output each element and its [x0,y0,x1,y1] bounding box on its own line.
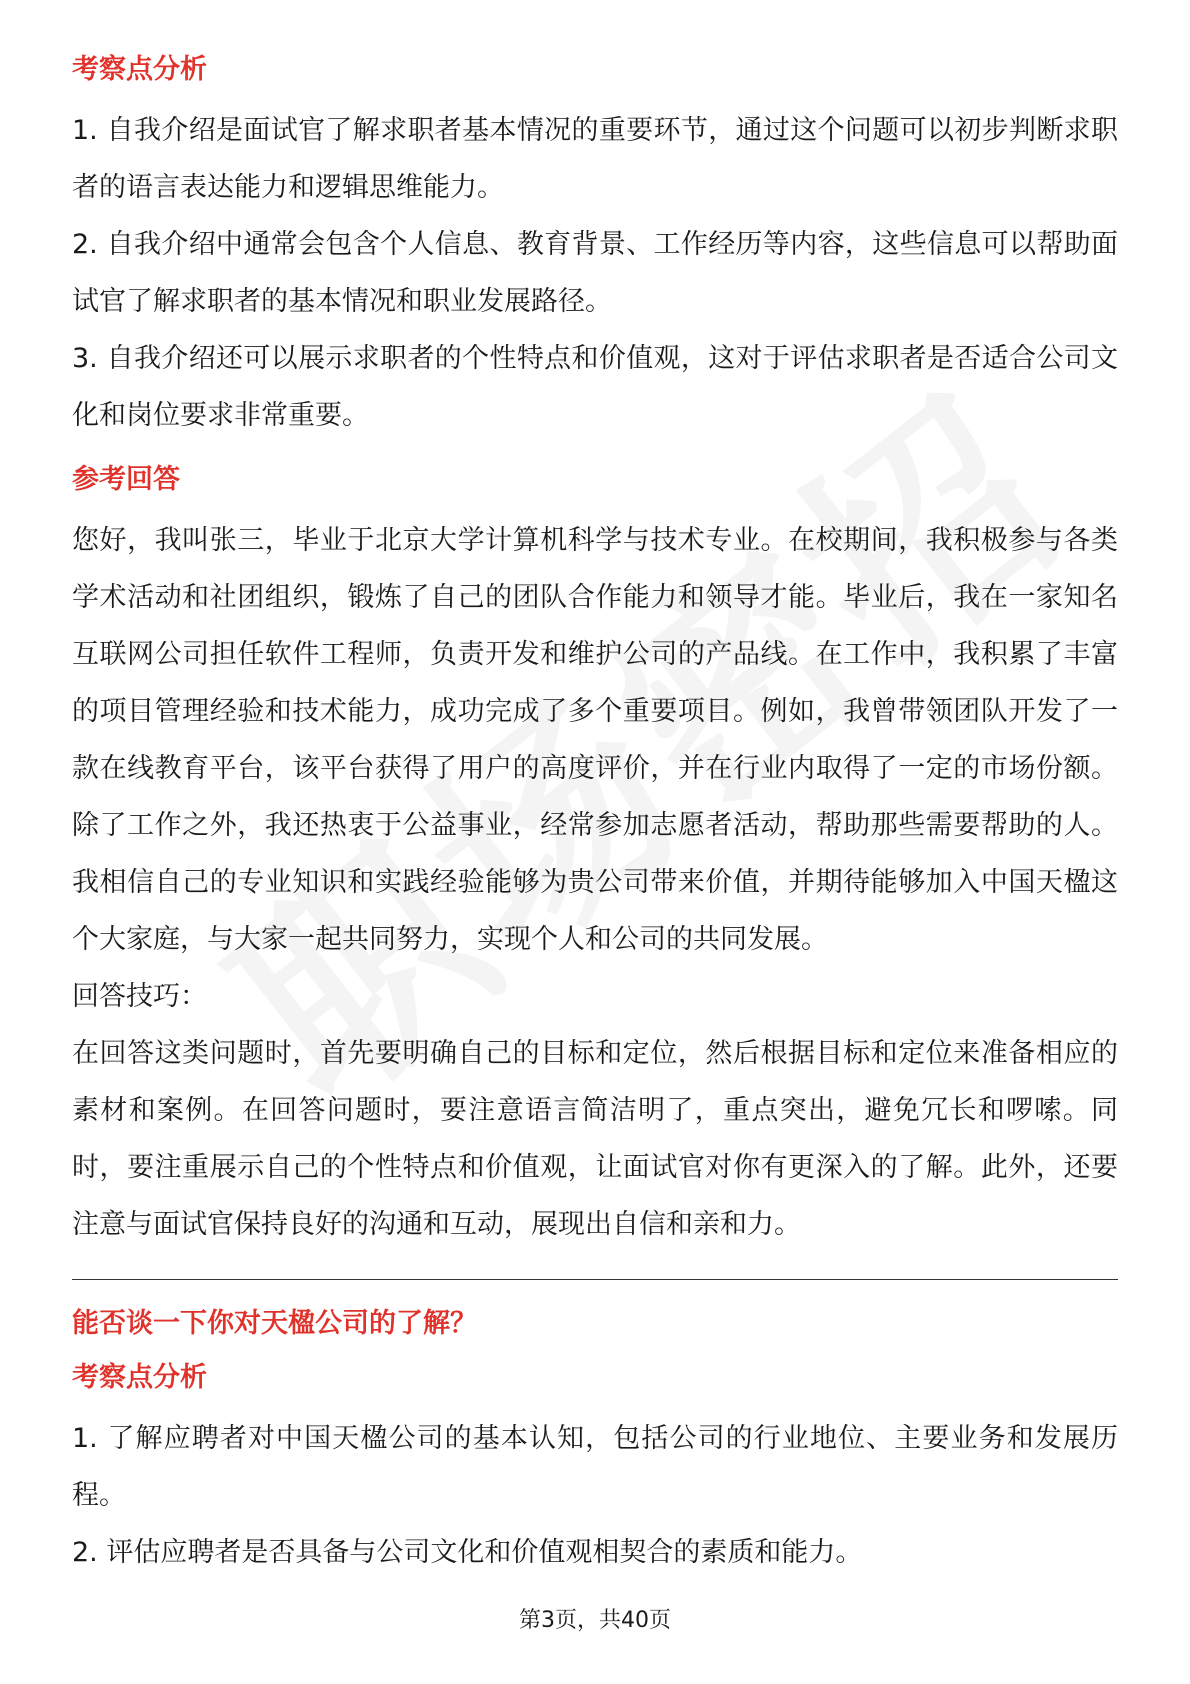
tips-text: 在回答这类问题时，首先要明确自己的目标和定位，然后根据目标和定位来准备相应的素材和案例。在回答问题时，要注意语言简洁明了，重点突出，避免冗长和啰嗦。同时，要注重展示自己的个性特点和价值观，让面试官对你有更深入的了解。此外，还要注意与面试官保持良好的沟通和互动，展现出自信和亲和力。 [72,1038,1118,1240]
page-indicator: 第3页，共40页 [519,1608,671,1633]
interview-question: 能否谈一下你对天楹公司的了解？ [72,1308,477,1339]
reference-answer: 您好，我叫张三，毕业于北京大学计算机科学与技术专业。在校期间，我积极参与各类学术活动和社团组织，锻炼了自己的团队合作能力和领导才能。毕业后，我在一家知名互联网公司担任软件工程师，负责开发和维护公司的产品线。在工作中，我积累了丰富的项目管理经验和技术能力，成功完成了多个重要项目。例如，我曾带领团队开发了一款在线教育平台，该平台获得了用户的高度评价，并在行业内取得了一定的市场份额。除了工作之外，我还热衷于公益事业，经常参加志愿者活动，帮助那些需要帮助的人。我相信自己的专业知识和实践经验能够为贵公司带来价值，并期待能够加入中国天楹这个大家庭，与大家一起共同努力，实现个人和公司的共同发展。 [72,525,1118,955]
analysis-point-1-3: 3. 自我介绍还可以展示求职者的个性特点和价值观，这对于评估求职者是否适合公司文化和岗位要求非常重要。 [72,343,1118,431]
analysis-point-1-1: 1. 自我介绍是面试官了解求职者基本情况的重要环节，通过这个问题可以初步判断求职者的语言表达能力和逻辑思维能力。 [72,115,1118,203]
tips-label: 回答技巧： [72,981,207,1012]
analysis-heading-1: 考察点分析 [72,54,207,85]
page-content [72,48,1118,1581]
section-divider [72,1279,1118,1280]
analysis-point-1-2: 2. 自我介绍中通常会包含个人信息、教育背景、工作经历等内容，这些信息可以帮助面试官了解求职者的基本情况和职业发展路径。 [72,229,1118,317]
analysis-heading-2: 考察点分析 [72,1362,207,1393]
answer-heading: 参考回答 [72,464,180,495]
analysis-point-2-1: 1. 了解应聘者对中国天楹公司的基本认知，包括公司的行业地位、主要业务和发展历程。 [72,1423,1118,1511]
analysis-point-2-2: 2. 评估应聘者是否具备与公司文化和价值观相契合的素质和能力。 [72,1537,863,1568]
